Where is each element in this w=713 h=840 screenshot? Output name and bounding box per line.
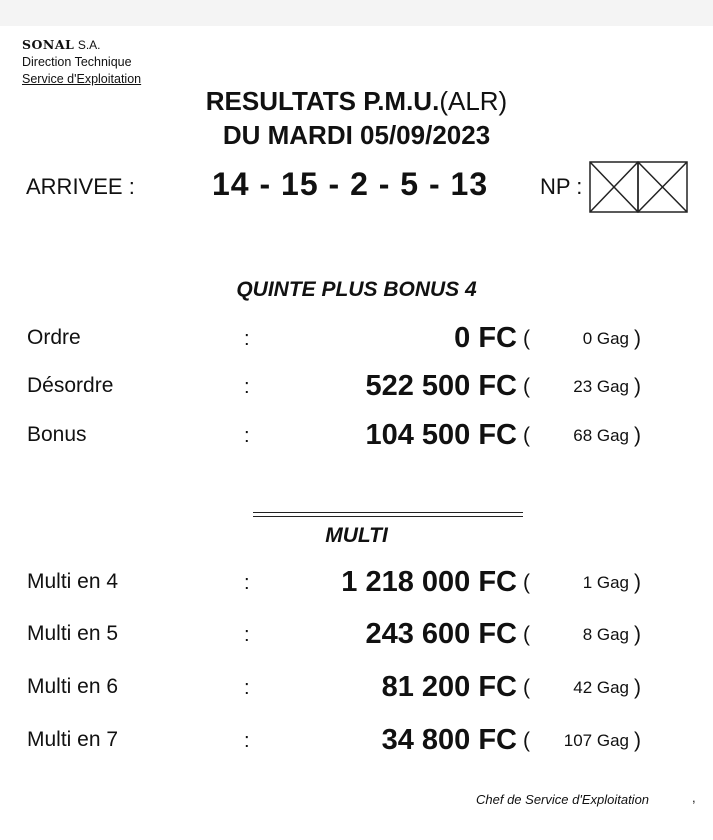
row-colon: : xyxy=(244,328,250,350)
row-label: Ordre xyxy=(27,326,81,349)
results-title xyxy=(0,86,713,117)
row-label: Désordre xyxy=(27,374,114,397)
results-date: DU MARDI 05/09/2023 xyxy=(222,120,491,150)
row-colon: : xyxy=(244,624,250,646)
company-line xyxy=(22,36,141,54)
signature-line: Chef de Service d'Exploitation xyxy=(476,792,650,807)
row-colon: : xyxy=(244,376,250,398)
row-colon: : xyxy=(244,730,250,752)
service-line: Service d'Exploitation xyxy=(22,72,142,86)
row-label: Multi en 4 xyxy=(27,570,119,593)
company-suffix: S.A. xyxy=(77,38,101,52)
row-paren-open: ( xyxy=(523,623,530,646)
row-amount: 81 200 FC xyxy=(381,671,517,703)
row-gag-count: 23 Gag xyxy=(573,377,629,396)
quinte-section-title: QUINTE PLUS BONUS 4 xyxy=(236,278,477,301)
np-label: NP : xyxy=(540,174,583,199)
top-bar xyxy=(0,0,713,26)
department-line: Direction Technique xyxy=(22,55,132,69)
row-label: Multi en 7 xyxy=(27,728,119,751)
row-amount: 0 FC xyxy=(454,322,517,354)
row-paren-open: ( xyxy=(523,424,530,447)
signature-comma: , xyxy=(692,790,696,805)
row-amount: 243 600 FC xyxy=(365,618,517,650)
row-paren-close: ) xyxy=(634,327,641,350)
row-paren-close: ) xyxy=(634,571,641,594)
row-gag-count: 8 Gag xyxy=(582,625,629,644)
row-label: Bonus xyxy=(27,423,87,446)
np-crossed-boxes xyxy=(589,161,689,218)
row-paren-close: ) xyxy=(634,729,641,752)
row-amount: 34 800 FC xyxy=(381,724,517,756)
row-amount: 522 500 FC xyxy=(365,370,517,402)
row-gag-count: 107 Gag xyxy=(563,731,629,750)
row-paren-open: ( xyxy=(523,375,530,398)
row-paren-close: ) xyxy=(634,424,641,447)
row-paren-close: ) xyxy=(634,676,641,699)
row-paren-close: ) xyxy=(634,375,641,398)
row-paren-open: ( xyxy=(523,676,530,699)
row-paren-open: ( xyxy=(523,571,530,594)
row-paren-close: ) xyxy=(634,623,641,646)
row-label: Multi en 6 xyxy=(27,675,119,698)
row-gag-count: 42 Gag xyxy=(573,678,629,697)
results-title-bold: RESULTATS P.M.U. xyxy=(205,86,440,116)
row-paren-open: ( xyxy=(523,327,530,350)
section-divider-top xyxy=(253,512,523,513)
multi-section-title: MULTI xyxy=(325,524,388,547)
results-title-suffix: (ALR) xyxy=(439,86,508,116)
row-amount: 1 218 000 FC xyxy=(341,566,517,598)
arrivee-label: ARRIVEE : xyxy=(26,174,135,199)
row-colon: : xyxy=(244,425,250,447)
row-gag-count: 0 Gag xyxy=(582,329,629,348)
row-paren-open: ( xyxy=(523,729,530,752)
row-colon: : xyxy=(244,572,250,594)
company-brand: SONAL xyxy=(22,37,75,52)
row-colon: : xyxy=(244,677,250,699)
section-divider-bottom xyxy=(253,516,523,517)
row-label: Multi en 5 xyxy=(27,622,119,645)
row-gag-count: 68 Gag xyxy=(573,426,629,445)
row-amount: 104 500 FC xyxy=(365,419,517,451)
document-header xyxy=(22,36,141,88)
row-gag-count: 1 Gag xyxy=(582,573,629,592)
arrivee-numbers: 14 - 15 - 2 - 5 - 13 xyxy=(212,166,489,202)
